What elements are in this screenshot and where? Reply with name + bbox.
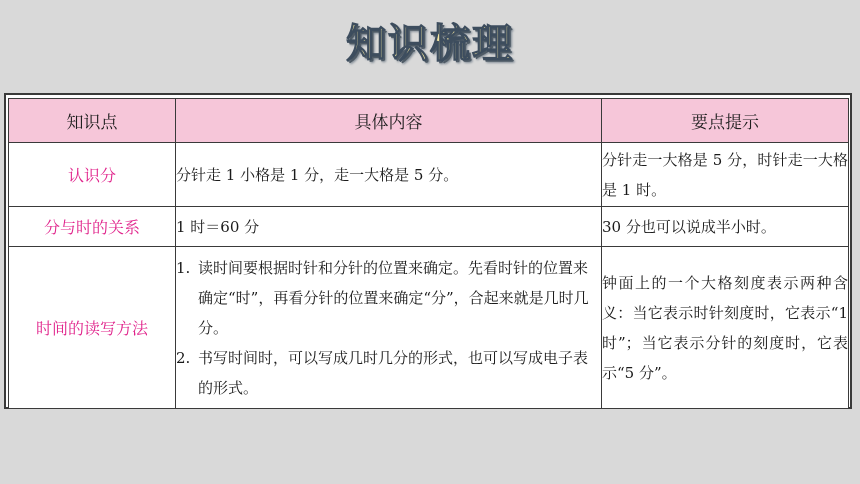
topic-cell: 时间的读写方法 [9, 247, 176, 409]
header-tip: 要点提示 [602, 99, 849, 143]
header-topic: 知识点 [9, 99, 176, 143]
table-row [9, 143, 849, 207]
tip-cell: 钟面上的一个大格刻度表示两种含义：当它表示时针刻度时，它表示“1 时”；当它表示分针的刻度时，它表示“5 分”。 [602, 247, 849, 409]
slide-title: 知识梳理 [346, 21, 514, 67]
steps-list [176, 253, 601, 403]
tip-cell: 30 分也可以说成半小时。 [602, 207, 849, 247]
content-cell: 分针走 1 小格是 1 分，走一大格是 5 分。 [176, 143, 602, 207]
table-header-row [9, 99, 849, 143]
content-cell: 1 时＝60 分 [176, 207, 602, 247]
content-cell [176, 247, 602, 409]
topic-cell: 分与时的关系 [9, 207, 176, 247]
table-row [9, 207, 849, 247]
step-text: 书写时间时，可以写成几时几分的形式，也可以写成电子表的形式。 [198, 348, 589, 397]
step-number: 2. [176, 348, 191, 367]
step-number: 1. [176, 258, 191, 277]
header-content: 具体内容 [176, 99, 602, 143]
table-row [9, 247, 849, 409]
step-text: 读时间要根据时针和分针的位置来确定。先看时针的位置来确定“时”，再看分针的位置来确定“分”，合起来就是几时几分。 [198, 258, 589, 337]
list-item [176, 253, 601, 343]
knowledge-table [8, 98, 849, 409]
topic-cell: 认识分 [9, 143, 176, 207]
list-item [176, 343, 601, 403]
tip-cell: 分针走一大格是 5 分，时针走一大格是 1 时。 [602, 143, 849, 207]
